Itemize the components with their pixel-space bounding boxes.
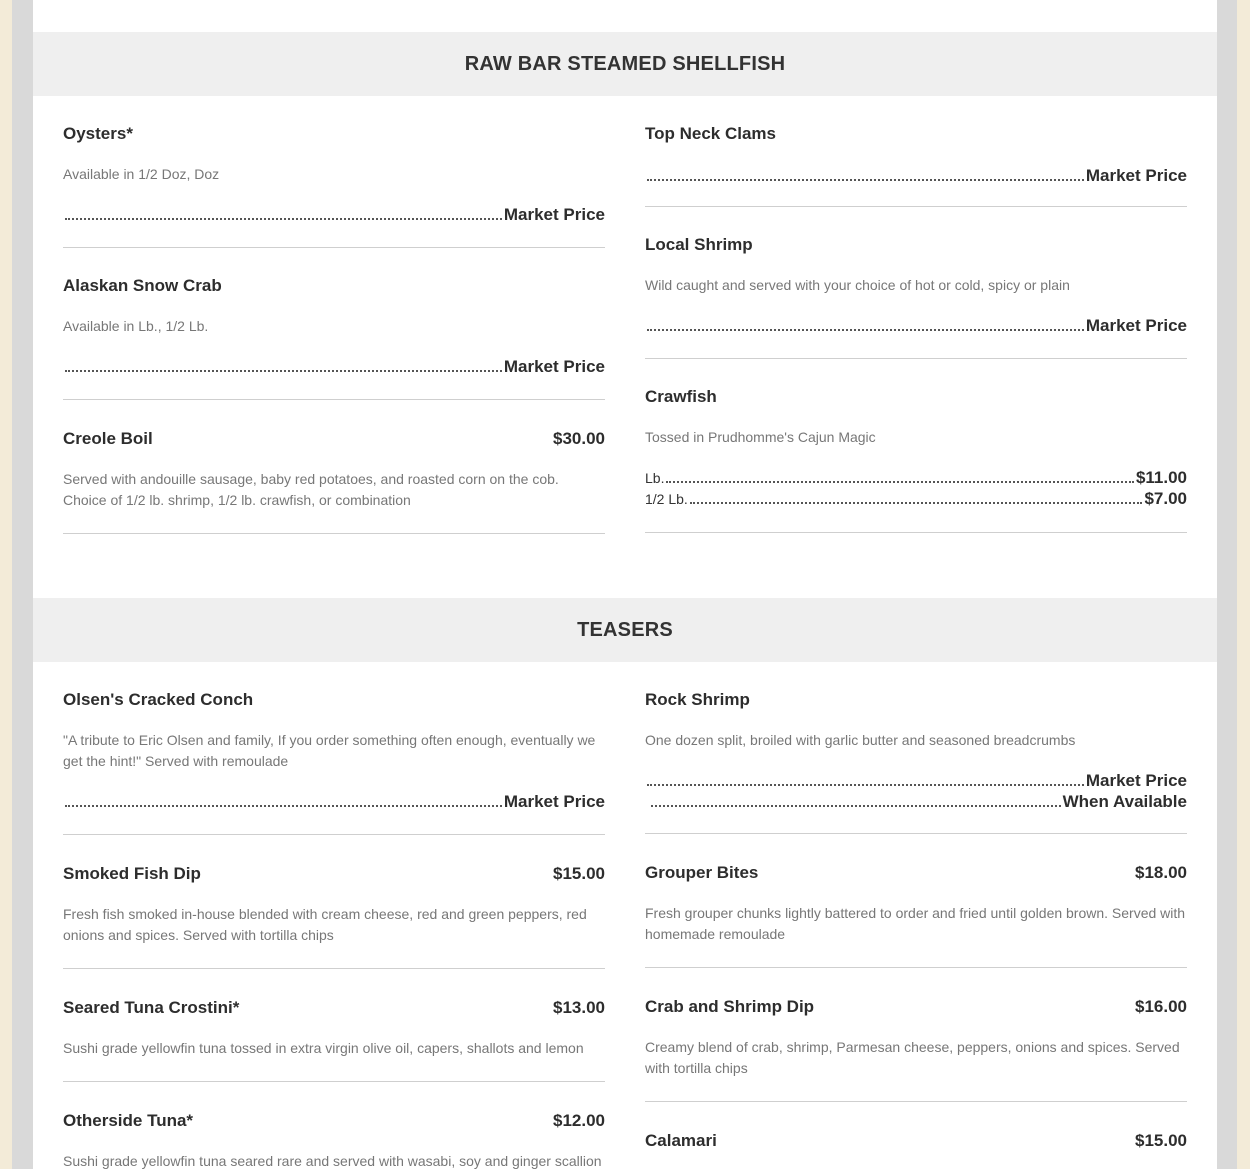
menu-item-smoked-fish-dip bbox=[63, 864, 605, 969]
leader-dots bbox=[647, 178, 1084, 181]
price-value: Market Price bbox=[503, 792, 605, 811]
price-line bbox=[645, 166, 1187, 187]
price-value: Market Price bbox=[1085, 316, 1187, 335]
menu-item-oysters bbox=[63, 124, 605, 248]
menu-item-seared-tuna-crostini bbox=[63, 998, 605, 1082]
menu-item-otherside-tuna bbox=[63, 1111, 605, 1169]
price-value: Market Price bbox=[1085, 166, 1187, 185]
leader-dots bbox=[690, 501, 1143, 504]
price-value: Market Price bbox=[503, 357, 605, 376]
item-name: Alaskan Snow Crab bbox=[63, 276, 222, 295]
price-value: When Available bbox=[1062, 792, 1187, 811]
item-name: Smoked Fish Dip bbox=[63, 864, 201, 883]
menu-item-alaskan-snow-crab bbox=[63, 276, 605, 400]
section-title: TEASERS bbox=[577, 618, 673, 641]
item-price: $12.00 bbox=[553, 1111, 605, 1130]
price-line bbox=[645, 468, 1187, 489]
menu-item-olsens-cracked-conch bbox=[63, 690, 605, 835]
menu-item-creole-boil bbox=[63, 429, 605, 534]
item-price: $15.00 bbox=[553, 864, 605, 883]
price-value: $7.00 bbox=[1144, 489, 1187, 508]
item-description: Fresh grouper chunks lightly battered to order and fried until golden brown. Served with homemade remoulade bbox=[645, 905, 1186, 942]
price-value: Market Price bbox=[1085, 771, 1187, 790]
item-name: Seared Tuna Crostini* bbox=[63, 998, 240, 1017]
price-label: Lb. bbox=[645, 470, 665, 486]
price-line bbox=[645, 489, 1187, 510]
leader-dots bbox=[666, 480, 1133, 483]
section-header-raw-bar bbox=[33, 32, 1217, 96]
section-header-teasers bbox=[33, 598, 1217, 662]
price-line bbox=[63, 205, 605, 226]
menu-item-grouper-bites bbox=[645, 863, 1187, 968]
price-line bbox=[63, 792, 605, 813]
menu-item-calamari bbox=[645, 1131, 1187, 1169]
item-name: Oysters* bbox=[63, 124, 133, 143]
menu-item-crab-and-shrimp-dip bbox=[645, 997, 1187, 1102]
price-value: $11.00 bbox=[1135, 468, 1187, 487]
price-line bbox=[63, 357, 605, 378]
item-description: "A tribute to Eric Olsen and family, If you order something often enough, eventually we get the hint!" Served with remoulade bbox=[63, 732, 596, 769]
item-price: $15.00 bbox=[1135, 1131, 1187, 1150]
menu-item-crawfish bbox=[645, 387, 1187, 533]
price-label: 1/2 Lb. bbox=[645, 491, 688, 507]
menu-item-top-neck-clams bbox=[645, 124, 1187, 207]
item-name: Local Shrimp bbox=[645, 235, 753, 254]
item-description: Creamy blend of crab, shrimp, Parmesan cheese, peppers, onions and spices. Served with tortilla chips bbox=[645, 1039, 1180, 1076]
item-price: $18.00 bbox=[1135, 863, 1187, 882]
item-description: Sushi grade yellowfin tuna seared rare and served with wasabi, soy and ginger scallion bbox=[63, 1153, 602, 1169]
item-name: Top Neck Clams bbox=[645, 124, 777, 143]
item-description: Fresh fish smoked in-house blended with cream cheese, red and green peppers, red onions and spices. Served with tortilla chips bbox=[63, 906, 587, 943]
leader-dots bbox=[65, 804, 502, 807]
item-name: Calamari bbox=[645, 1131, 717, 1150]
item-name: Grouper Bites bbox=[645, 863, 759, 882]
leader-dots bbox=[647, 328, 1084, 331]
leader-dots bbox=[65, 217, 502, 220]
item-description: One dozen split, broiled with garlic butter and seasoned breadcrumbs bbox=[645, 732, 1076, 748]
price-line bbox=[645, 792, 1187, 813]
item-name: Olsen's Cracked Conch bbox=[63, 690, 254, 709]
item-description: Served with andouille sausage, baby red potatoes, and roasted corn on the cob. Choice of 1/2 lb. shrimp, 1/2 lb. crawfish, or combination bbox=[63, 471, 559, 508]
price-value: Market Price bbox=[503, 205, 605, 224]
item-name: Rock Shrimp bbox=[645, 690, 750, 709]
item-name: Crawfish bbox=[645, 387, 717, 406]
item-name: Crab and Shrimp Dip bbox=[645, 997, 815, 1016]
leader-dots bbox=[65, 369, 502, 372]
item-name: Otherside Tuna* bbox=[63, 1111, 194, 1130]
menu-item-rock-shrimp bbox=[645, 690, 1187, 834]
item-description: Available in 1/2 Doz, Doz bbox=[63, 166, 220, 182]
leader-dots bbox=[647, 783, 1084, 786]
price-line bbox=[645, 771, 1187, 792]
item-price: $16.00 bbox=[1135, 997, 1187, 1016]
item-description: Sushi grade yellowfin tuna tossed in extra virgin olive oil, capers, shallots and lemon bbox=[63, 1040, 584, 1056]
leader-dots bbox=[651, 804, 1061, 807]
menu-page bbox=[33, 0, 1217, 1169]
item-description: Wild caught and served with your choice of hot or cold, spicy or plain bbox=[645, 277, 1070, 293]
item-description: Available in Lb., 1/2 Lb. bbox=[63, 318, 209, 334]
menu-item-local-shrimp bbox=[645, 235, 1187, 359]
section-title: RAW BAR STEAMED SHELLFISH bbox=[464, 52, 786, 75]
item-price: $30.00 bbox=[553, 429, 605, 448]
item-price: $13.00 bbox=[553, 998, 605, 1017]
item-name: Creole Boil bbox=[63, 429, 153, 448]
price-line bbox=[645, 316, 1187, 337]
item-description: Tossed in Prudhomme's Cajun Magic bbox=[645, 429, 876, 445]
